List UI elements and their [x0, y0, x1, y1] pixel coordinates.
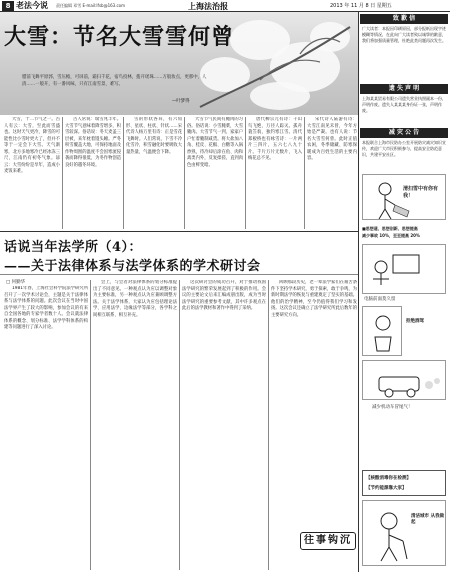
- article-byline: □ 何勤华: [6, 280, 26, 285]
- cutout-text: 本报联合上海市民防办公室开展防灾减灾知识宣传，欢迎广大市民积极参与，提高安全防范意识，共建平安社区。: [362, 140, 446, 157]
- computer-user-cartoon-icon: [363, 245, 446, 294]
- newspaper-brand: 上海法治报: [188, 1, 228, 11]
- feature-poem: 腊前飞舞平原郭，雪压檐，可屏前，霜扫千花，宿鸟投林，拨开瑶珠……万般妆点，更那中，人清……一般开，有一番风味，只有江南雪景，难写。: [22, 75, 207, 87]
- feature-col-2: [65, 117, 121, 229]
- slogan-box-line-2: 【节约能源靠大家】: [366, 486, 407, 491]
- cartoon-caption-2: 电脑前面莫久留: [364, 297, 396, 302]
- article-col-3: [182, 280, 266, 570]
- cartoon-panel-5: [362, 500, 446, 566]
- notice-heading: 致 歉 信: [360, 14, 448, 24]
- cartoon-panel-1: [362, 174, 446, 220]
- drink-driving-cartoon-icon: [363, 307, 402, 356]
- slogan-2: 减少事故 10%，至至提高 20%: [362, 233, 420, 238]
- article-col-2: [93, 280, 177, 570]
- article-col-1: [4, 286, 88, 570]
- warning-heading: 遗 失 声 明: [360, 84, 448, 94]
- slogan-box: [362, 470, 446, 496]
- section-title: 老法今说: [16, 1, 48, 10]
- warning-text: 上海某某贸易有限公司遗失营业执照副本一份，声明作废。遗失人某某某身份证一张，声明作废。: [362, 96, 446, 113]
- article-col-4: [271, 280, 357, 528]
- feature-col-5: [248, 117, 302, 229]
- notice-text: 广大读者：本报因印刷原因，部分报纸出现字迹模糊等情况，在此向广大读者致以诚挚的歉意，我们将加强质量管理，杜绝此类问题再次发生。: [362, 26, 446, 43]
- cutout-heading: 减 灾 公 告: [360, 128, 448, 138]
- feature-text: 古人常说：瑞雪兆丰年。大雪节气意味着降雪增多，积雪较深。俗话说：冬天麦盖三层被，来年枕着馒头睡。严冬积雪覆盖大地，可保持地面及作物周围的温度不会因寒流侵袭而降得很低，为冬作物创造良好的越冬环境。: [65, 117, 121, 168]
- article-subtitle: ——关于法律体系与法学体系的学术研讨会: [4, 259, 261, 274]
- article-text: 1981年春，上海社会科学院法学研究所召开了一次学术讨论会，主题是关于法律体系与法学体系的问题。此次会议在当时中国法学界产生了较大的影响，参加会议的有来自全国各地的专家学者数十人。会议就法律体系的概念、划分标准、法学学科体系的构建等问题进行了深入讨论。: [4, 286, 88, 330]
- poem-byline: —叶梦得: [172, 99, 190, 104]
- feature-headline: 大雪：节名大雪雪何曾: [4, 24, 235, 50]
- feature-col-4: [187, 117, 243, 229]
- feature-col-6: [307, 117, 357, 229]
- cleaning-cartoon-icon: [363, 501, 446, 566]
- feature-text: 雪的形状各异，有六角形、星状、柱状、针状……宋代诗人杨万里有诗：正是雪花飞舞时。人们常说，下雪不冷化雪冷，积雪融化时要吸收大量热量，气温便会下降。: [126, 117, 182, 155]
- article-text: 回顾那段历史，老一辈法学家们在艰苦条件下坚持学术研究，勇于探索，敢于争鸣，为新时期法学的恢复与重建奠定了坚实的基础。他们的治学精神，至今仍值得我们学习和发扬。这次会议还确立了法学研究所此后数年的主要研究方向。: [271, 280, 357, 318]
- slogan-box-line-1: 【核酸消毒你在检测】: [366, 476, 411, 481]
- cartoon-caption-4: 减少机动车冒尾气！: [372, 405, 413, 410]
- column-stamp: 往事钩沉: [300, 532, 356, 550]
- feature-text: 大雪节气民间有腌肉的习俗。俗话说：小雪腌菜，大雪腌肉。大雪节气一到，家家户户忙着腌制咸货。将大盐加八角、桂皮、花椒、白糖等入锅炒熟，待冷却后涂在鱼、肉和禽类内外，反复揉搓，直到肉色由鲜变暗。: [187, 117, 243, 168]
- cartoon-panel-3: [362, 306, 402, 356]
- car-exhaust-cartoon-icon: [363, 361, 446, 400]
- cartoon-caption-1: 清扫雪中有你有我！: [403, 186, 439, 199]
- article-text: 会上，与会者对法律体系的划分标准提出了不同意见。一种观点认为应以调整对象为主要标准，另一种观点认为应兼顾调整方法。关于法学体系，大家认为应包括理论法学、应用法学、边缘法学等部分，各学科之间相互联系、相互补充。: [93, 280, 177, 318]
- feature-col-1: [4, 117, 60, 229]
- issue-date: 2013 年 11 月 8 日 星期五: [330, 3, 392, 9]
- article-title: 话说当年法学所（4）：: [4, 240, 143, 255]
- cartoon-caption-5: 清洁城市 从我做起: [411, 514, 445, 525]
- page-number: 8: [2, 1, 14, 11]
- article-text: 这次研讨会的成功召开，对于推动我国法学研究的繁荣发展起到了积极的作用。会议的主要论文后来汇编成册出版，成为当时法学研究的重要参考文献，其中许多观点在此后的法学教材和著作中得到了采纳。: [182, 280, 266, 311]
- feature-text: 唐代柳宗元有诗：千山鸟飞绝，万径人踪灭。孤舟蓑笠翁，独钓寒江雪。清代郑板桥也有咏雪诗：一片两片三四片，五六七八九十片。千片万片无数片，飞入梅花总不见。: [248, 117, 302, 161]
- cartoon-caption-3: 拒绝酒驾: [406, 319, 424, 324]
- cartoon-panel-2: [362, 244, 446, 294]
- cartoon-panel-4: [362, 360, 446, 400]
- feature-col-3: [126, 117, 182, 229]
- slogan-1: ■思想道、思想创新、思想提高: [362, 226, 418, 231]
- feature-text: 宋代诗人陆游有诗：大雪江南见未曾，今年方始是严凝。也有人说：节名大雪雪何曾。此时正值农闲，冬季储藏、防寒保暖成为百姓生活的主要内容。: [307, 117, 357, 161]
- editor-line: 责任编辑 邓雪 E-mail:lfsb@163.com: [56, 3, 126, 8]
- feature-text: 大雪，十二节气之一。古人有云：大雪，至此而雪盛也。这时天气更冷，降雪的可能性比小雪时更大了，但并不等于一定会下大雪。天气渐寒，北方多地寒冷已经冰冻三尺，江南仍有初冬气象。谚云：大雪纷纷是旱年，造成小麦饭来难。: [4, 117, 60, 174]
- masthead: [0, 0, 450, 12]
